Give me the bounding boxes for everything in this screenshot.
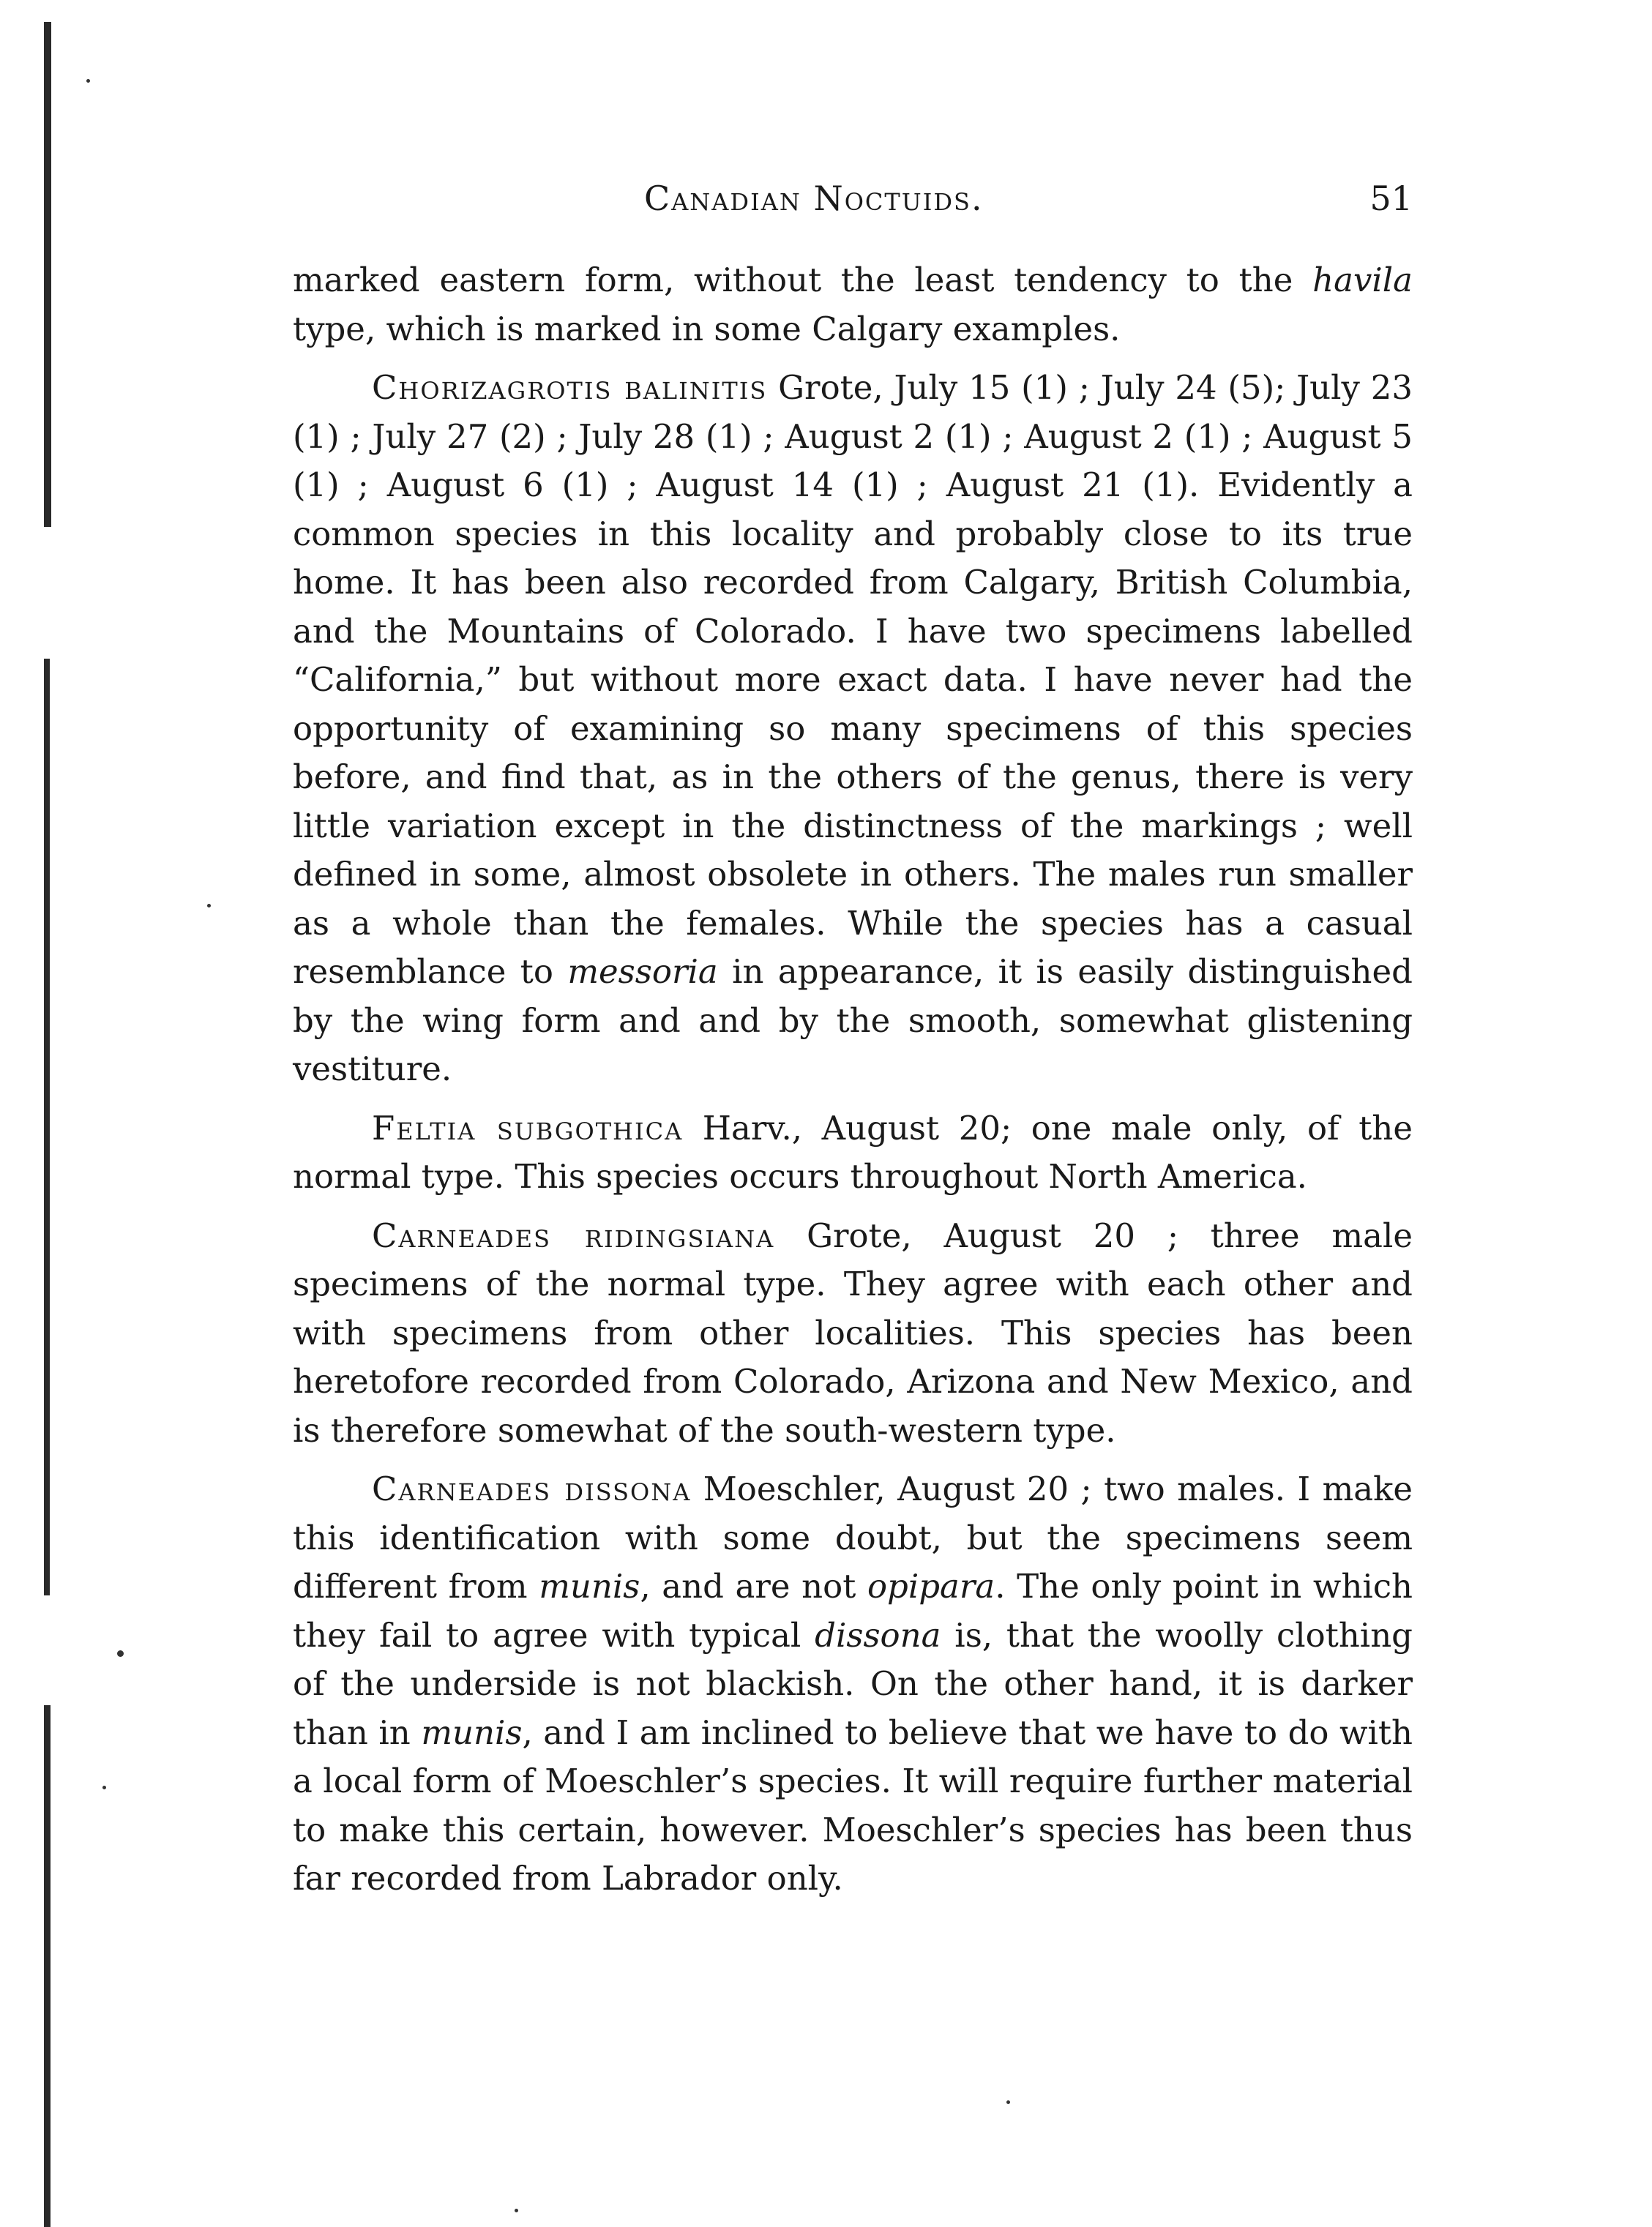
page-number: 51 — [1369, 179, 1413, 218]
italic-species-name: messoria — [567, 952, 718, 991]
italic-species-name: havila — [1312, 261, 1413, 299]
scan-speck — [515, 2209, 518, 2212]
page-header — [293, 179, 1413, 237]
species-heading: Carneades ridingsiana — [372, 1216, 775, 1255]
scan-edge-shadow — [44, 1705, 51, 2227]
species-heading: Carneades dissona — [372, 1470, 692, 1508]
species-entry-chorizagrotis-balinitis: Chorizagrotis balinitis Grote, July 15 (1) ; July 24 (5); July 23 (1) ; July 27 (2) ; July 28 (1) ; August 2 (1) ; August 2 (1) ; August 5 (1) ; August 6 (1) ; August 14 (1) ; August 21 (1). Evidently a common species in this locality and probably close to its true home. It has been also recorded from Calgary, British Columbia, and the Mountains of Colorado. I have two specimens labelled “California,” but without more exact data. I have never had the opportunity of examining so many specimens of this species before, and find that, as in the others of the genus, there is very little variation except in the distinctness of the markings ; well defined in some, almost obsolete in others. The males run smaller as a whole than the females. While the species has a casual resemblance to messoria in appearance, it is easily distinguished by the wing form and and by the smooth, somewhat glistening vestiture. — [293, 368, 1413, 1088]
species-entry-carneades-ridingsiana: Carneades ridingsiana Grote, August 20 ; three male specimens of the normal type. They agree with each other and with specimens from other localities. This species has been heretofore recorded from Colorado, Arizona and New Mexico, and is therefore somewhat of the south-western type. — [293, 1216, 1413, 1450]
scan-speck — [1006, 2100, 1010, 2104]
italic-species-name: opipara — [867, 1567, 995, 1606]
running-head: Canadian Noctuids. — [644, 179, 984, 218]
body-text — [293, 256, 1413, 1914]
paragraph-continuation: marked eastern form, without the least tendency to the havila type, which is marked in some Calgary examples. — [293, 261, 1413, 348]
species-heading: Chorizagrotis balinitis — [372, 368, 768, 407]
scan-speck — [102, 1786, 106, 1789]
italic-species-name: dissona — [815, 1615, 941, 1655]
scan-speck — [207, 904, 211, 907]
italic-species-name: munis — [539, 1567, 640, 1606]
species-entry-carneades-dissona: Carneades dissona Moeschler, August 20 ; two males. I make this identification with some doubt, but the specimens seem different from munis, and are not opipara. The only point in which they fail to agree with typical dissona is, that the woolly clothing of the underside is not blackish. On the other hand, it is darker than in munis, and I am inclined to believe that we have to do with a local form of Moeschler’s species. It will require further material to make this certain, however. Moeschler’s species has been thus far recorded from Labrador only. — [293, 1470, 1413, 1898]
italic-species-name: munis — [421, 1713, 523, 1752]
species-entry-feltia-subgothica: Feltia subgothica Harv., August 20; one male only, of the normal type. This species occurs throughout North America. — [293, 1108, 1413, 1196]
scan-speck — [117, 1650, 124, 1657]
scan-edge-shadow — [44, 659, 50, 1595]
scan-speck — [86, 79, 90, 83]
species-heading: Feltia subgothica — [372, 1108, 684, 1148]
scan-edge-shadow — [44, 22, 51, 527]
